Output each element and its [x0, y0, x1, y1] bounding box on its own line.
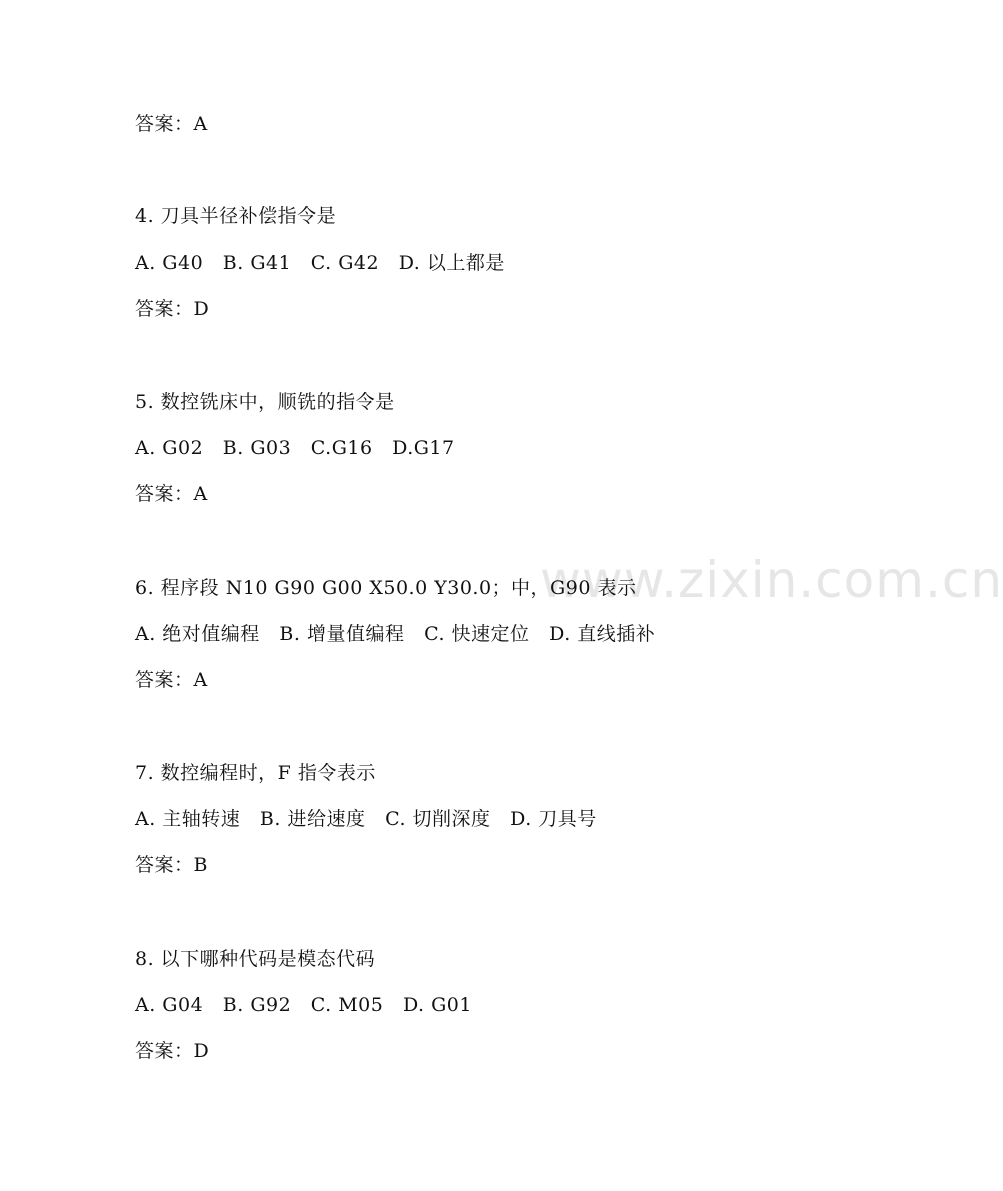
answer-3: 答案：A — [135, 113, 208, 135]
options-7: A. 主轴转速 B. 进给速度 C. 切削深度 D. 刀具号 — [135, 808, 597, 830]
options-6: A. 绝对值编程 B. 增量值编程 C. 快速定位 D. 直线插补 — [135, 623, 656, 645]
answer-6: 答案：A — [135, 669, 208, 691]
answer-8: 答案：D — [135, 1040, 210, 1062]
question-4: 4. 刀具半径补偿指令是 — [135, 205, 337, 227]
watermark: www.zixin.com.cn — [540, 551, 1003, 609]
options-8: A. G04 B. G92 C. M05 D. G01 — [135, 994, 472, 1016]
answer-7: 答案：B — [135, 854, 208, 876]
question-7: 7. 数控编程时，F 指令表示 — [135, 762, 376, 784]
options-5: A. G02 B. G03 C.G16 D.G17 — [135, 437, 455, 459]
question-8: 8. 以下哪种代码是模态代码 — [135, 948, 376, 970]
answer-4: 答案：D — [135, 298, 210, 320]
question-6: 6. 程序段 N10 G90 G00 X50.0 Y30.0；中，G90 表示 — [135, 577, 637, 599]
answer-5: 答案：A — [135, 483, 208, 505]
question-5: 5. 数控铣床中，顺铣的指令是 — [135, 391, 395, 413]
options-4: A. G40 B. G41 C. G42 D. 以上都是 — [135, 252, 505, 274]
